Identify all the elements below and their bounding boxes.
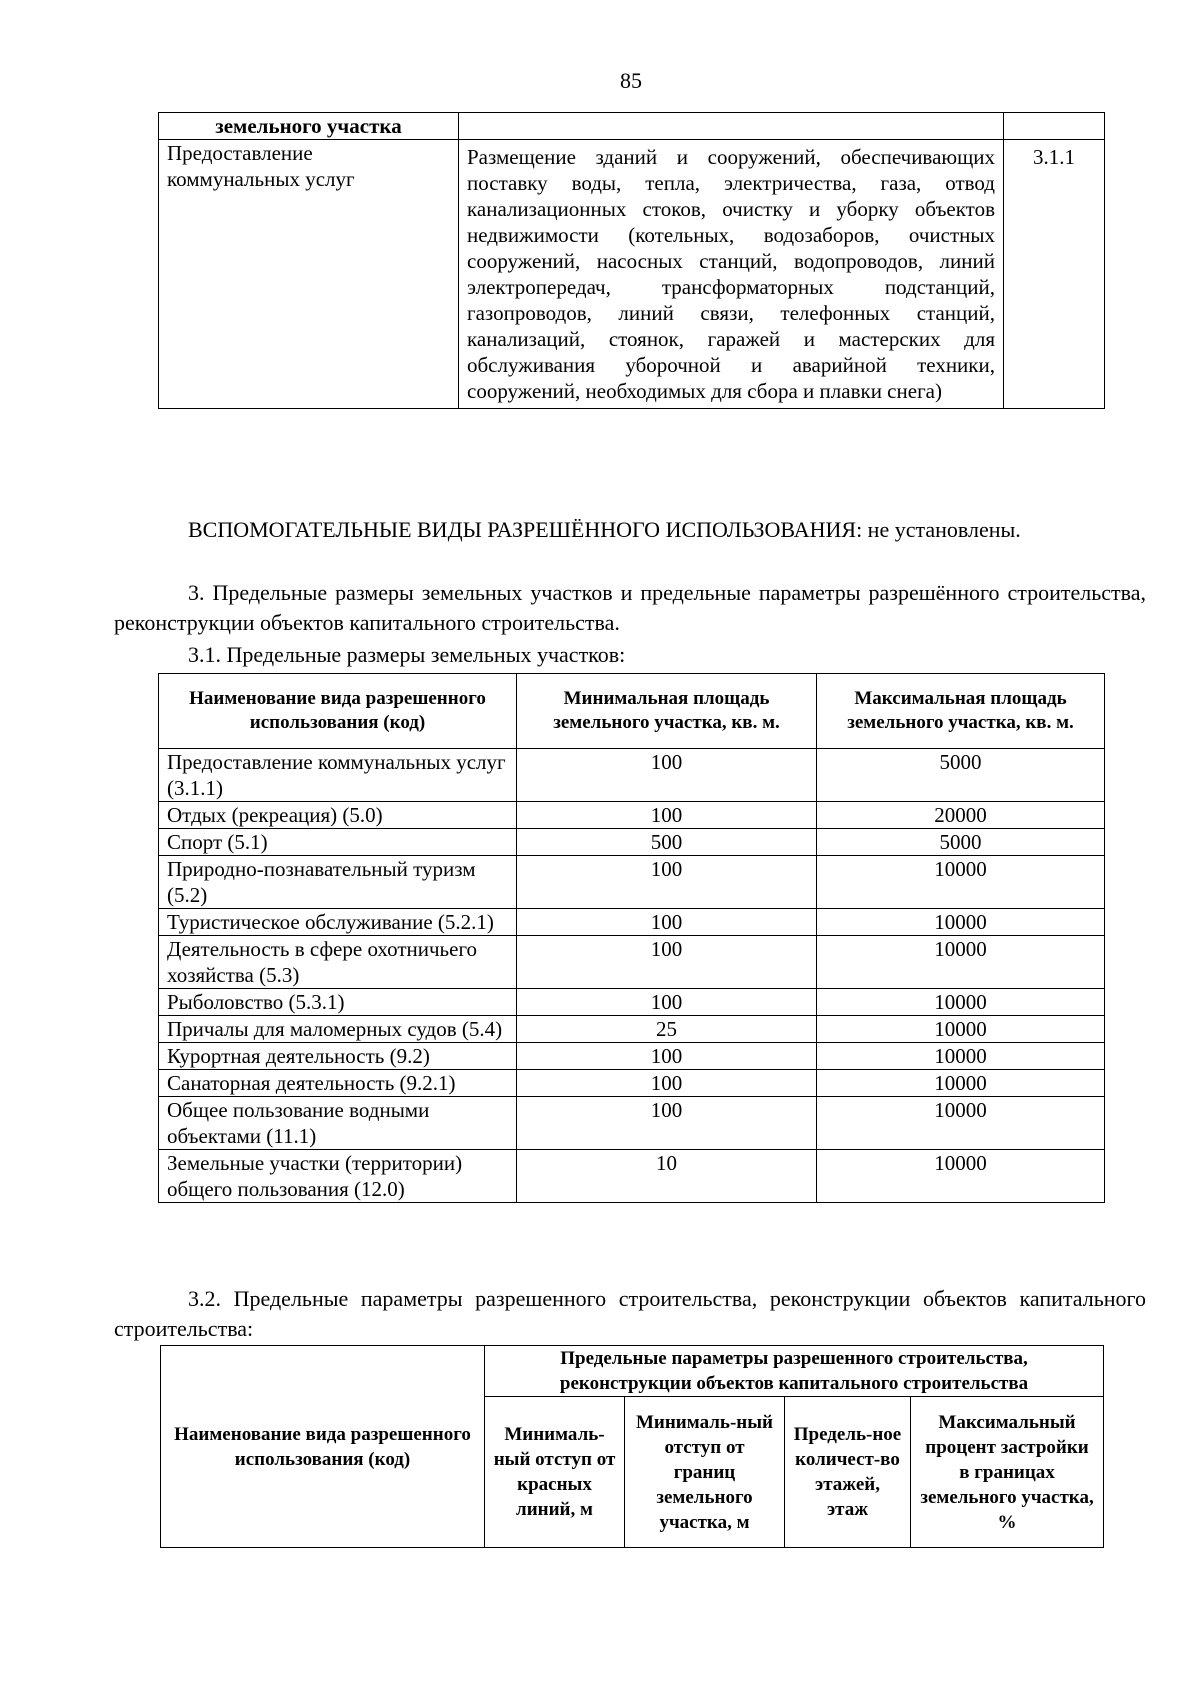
max-area-cell: 10000: [817, 1150, 1105, 1203]
aux-uses-value: : не установлены.: [856, 517, 1021, 542]
header-min-setback-boundaries: Минималь-ный отступ от границ земельного участка, м: [625, 1397, 785, 1548]
min-area-cell: 500: [517, 829, 817, 856]
table-cell: [1004, 113, 1105, 140]
table-row: [159, 989, 1105, 1016]
table-header-row: [159, 674, 1105, 749]
table-row: [159, 829, 1105, 856]
max-area-cell: 10000: [817, 1097, 1105, 1150]
max-area-cell: 20000: [817, 802, 1105, 829]
use-name-cell: Общее пользование водными объектами (11.1): [159, 1097, 517, 1150]
use-description: Размещение зданий и сооружений, обеспечивающих поставку воды, тепла, электричества, газа, отвод канализационных стоков, очистку и уборку объектов недвижимости (котельных, водозаборов, очистных сооружений, насосных станций, водопроводов, линий электропередач, трансформаторных подстанций, газопроводов, линий связи, телефонных станций, канализаций, стоянок, гаражей и мастерских для обслуживания уборочной и аварийной техники, сооружений, необходимых для сбора и плавки снега): [459, 140, 1004, 409]
table-row: [159, 909, 1105, 936]
aux-uses-line: [114, 515, 1146, 545]
min-area-cell: 100: [517, 989, 817, 1016]
table-row: [159, 749, 1105, 802]
table-row: [159, 1097, 1105, 1150]
min-area-cell: 100: [517, 936, 817, 989]
use-name-cell: Природно-познавательный туризм (5.2): [159, 856, 517, 909]
table-row: [159, 113, 1105, 140]
min-area-cell: 25: [517, 1016, 817, 1043]
use-name-cell: Рыболовство (5.3.1): [159, 989, 517, 1016]
uses-table: [158, 112, 1105, 409]
table-row: [159, 802, 1105, 829]
header-use-name: Наименование вида разрешенного использования (код): [161, 1346, 485, 1548]
header-group: Предельные параметры разрешенного строительства, реконструкции объектов капитального строительства: [485, 1346, 1104, 1397]
min-area-cell: 100: [517, 749, 817, 802]
max-area-cell: 10000: [817, 989, 1105, 1016]
section-3-1-text: 3.1. Предельные размеры земельных участков:: [188, 642, 626, 667]
header-continuation: земельного участка: [159, 113, 459, 140]
use-name-cell: Деятельность в сфере охотничьего хозяйства (5.3): [159, 936, 517, 989]
use-name-cell: Земельные участки (территории) общего пользования (12.0): [159, 1150, 517, 1203]
use-name-cell: Санаторная деятельность (9.2.1): [159, 1070, 517, 1097]
table-row: [159, 936, 1105, 989]
use-name-cell: Предоставление коммунальных услуг (3.1.1): [159, 749, 517, 802]
header-use-name: Наименование вида разрешенного использования (код): [159, 674, 517, 749]
table-row: [159, 140, 1105, 409]
header-min-area: Минимальная площадь земельного участка, кв. м.: [517, 674, 817, 749]
max-area-cell: 10000: [817, 1043, 1105, 1070]
section-3-text: 3. Предельные размеры земельных участков и предельные параметры разрешённого строительства, реконструкции объектов капитального строительства.: [114, 580, 1146, 635]
min-area-cell: 10: [517, 1150, 817, 1203]
table-cell: [459, 113, 1004, 140]
use-name-cell: Туристическое обслуживание (5.2.1): [159, 909, 517, 936]
min-area-cell: 100: [517, 1097, 817, 1150]
use-name-cell: Отдых (рекреация) (5.0): [159, 802, 517, 829]
max-area-cell: 5000: [817, 749, 1105, 802]
header-max-floors: Предель-ное количест-во этажей, этаж: [785, 1397, 911, 1548]
table-header-row: [161, 1346, 1104, 1397]
construction-params-table: [160, 1345, 1104, 1548]
min-area-cell: 100: [517, 909, 817, 936]
header-max-coverage: Максимальный процент застройки в границах земельного участка, %: [911, 1397, 1104, 1548]
header-min-setback-red-lines: Минималь-ный отступ от красных линий, м: [485, 1397, 625, 1548]
max-area-cell: 10000: [817, 909, 1105, 936]
max-area-cell: 10000: [817, 936, 1105, 989]
min-area-cell: 100: [517, 802, 817, 829]
max-area-cell: 5000: [817, 829, 1105, 856]
plot-sizes-table: [158, 673, 1105, 1203]
min-area-cell: 100: [517, 856, 817, 909]
min-area-cell: 100: [517, 1043, 817, 1070]
use-name-cell: Причалы для маломерных судов (5.4): [159, 1016, 517, 1043]
page-number: 85: [620, 68, 642, 93]
table-row: [159, 1043, 1105, 1070]
aux-uses-heading: ВСПОМОГАТЕЛЬНЫЕ ВИДЫ РАЗРЕШЁННОГО ИСПОЛЬЗОВАНИЯ: [188, 517, 857, 542]
use-name: Предоставление коммунальных услуг: [159, 140, 459, 409]
use-name-cell: Спорт (5.1): [159, 829, 517, 856]
max-area-cell: 10000: [817, 856, 1105, 909]
header-max-area: Максимальная площадь земельного участка, кв. м.: [817, 674, 1105, 749]
min-area-cell: 100: [517, 1070, 817, 1097]
table-row: [159, 1016, 1105, 1043]
table-row: [159, 1070, 1105, 1097]
section-3-2-text: 3.2. Предельные параметры разрешенного строительства, реконструкции объектов капитального строительства:: [114, 1286, 1146, 1341]
use-name-cell: Курортная деятельность (9.2): [159, 1043, 517, 1070]
max-area-cell: 10000: [817, 1070, 1105, 1097]
use-code: 3.1.1: [1004, 140, 1105, 409]
max-area-cell: 10000: [817, 1016, 1105, 1043]
table-row: [159, 1150, 1105, 1203]
table-row: [159, 856, 1105, 909]
